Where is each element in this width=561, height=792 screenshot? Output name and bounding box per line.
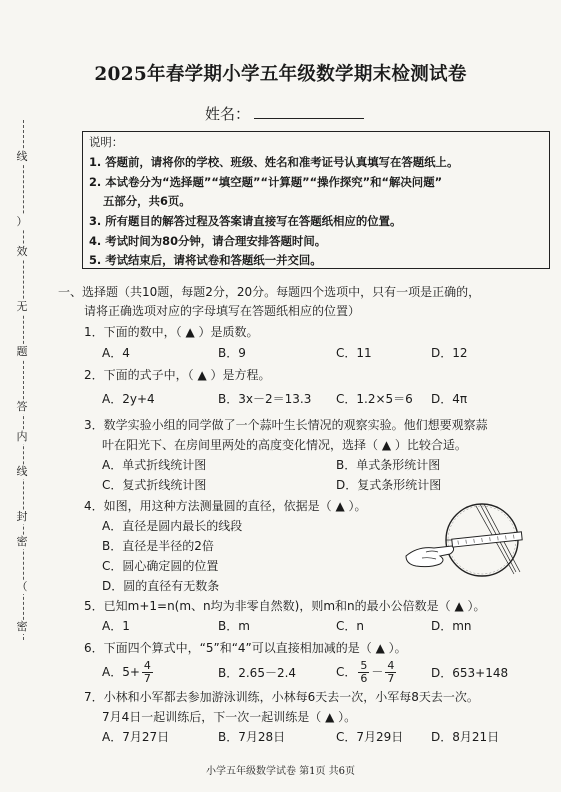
- fraction: $\frac{4}{7}$: [143, 659, 151, 685]
- binding-char: 密: [14, 620, 30, 634]
- q3-option-d: D．复式条形统计图: [336, 478, 442, 492]
- binding-char: 题: [14, 345, 30, 359]
- question-3: 3．数学实验小组的同学做了一个蒜叶生长情况的观察实验。他们想要观察蒜: [84, 418, 488, 432]
- question-6: 6．下面四个算式中，“5”和“4”可以直接相加减的是（ ▲ ）。: [84, 641, 407, 655]
- q4-option-a: A．直径是圆内最长的线段: [102, 519, 243, 533]
- q4-option-d: D．圆的直径有无数条: [102, 579, 220, 593]
- instruction-line: 2. 本试卷分为“选择题”“填空题”“计算题”“操作探究”和“解决问题”: [89, 175, 443, 189]
- instruction-line: 五部分，共6页。: [103, 194, 191, 208]
- binding-char: ）: [14, 215, 30, 229]
- name-blank: [254, 104, 364, 119]
- q1-option-b: B．9: [218, 346, 246, 360]
- q5-option-a: A．1: [102, 619, 130, 633]
- section-header-cont: 请将正确选项对应的字母填写在答题纸相应的位置）: [84, 304, 361, 318]
- q4-option-c: C．圆心确定圆的位置: [102, 559, 219, 573]
- instruction-line: 4. 考试时间为80分钟，请合理安排答题时间。: [89, 234, 327, 248]
- binding-char: 封: [14, 510, 30, 524]
- q2-option-d: D．4π: [431, 392, 468, 406]
- q5-option-d: D．mn: [431, 619, 472, 633]
- instruction-line: 3. 所有题目的解答过程及答案请直接写在答题纸相应的位置。: [89, 214, 402, 228]
- page-footer: 小学五年级数学试卷 第1页 共6页: [205, 766, 356, 777]
- q2-option-a: A．2y+4: [102, 392, 155, 406]
- fraction: $\frac{5}{6}$: [360, 659, 368, 685]
- question-7: 7．小林和小军都去参加游泳训练，小林每6天去一次，小军每8天去一次。: [84, 690, 479, 704]
- question-1: 1．下面的数中，（ ▲ ）是质数。: [84, 325, 259, 339]
- question-2: 2．下面的式子中，（ ▲ ）是方程。: [84, 368, 271, 382]
- page-title: 2025年春学期小学五年级数学期末检测试卷: [94, 64, 467, 85]
- section-header: 一、选择题（共10题，每题2分，20分。每题四个选项中，只有一项是正确的，: [58, 285, 481, 299]
- question-3-cont: 叶在阳光下、在房间里两处的高度变化情况，选择（ ▲ ）比较合适。: [102, 438, 467, 452]
- q2-option-b: B．3x－2＝13.3: [218, 392, 312, 406]
- q7-option-a: A．7月27日: [102, 730, 170, 744]
- q7-option-d: D．8月21日: [431, 730, 500, 744]
- q4-option-b: B．直径是半径的2倍: [102, 539, 214, 553]
- binding-char: 内: [14, 430, 30, 444]
- q6-option-a: [102, 660, 155, 685]
- binding-dashed-line: [23, 120, 24, 640]
- q3-option-c: C．复式折线统计图: [102, 478, 207, 492]
- q6-option-b: B．2.65－2.4: [218, 666, 297, 680]
- name-label: 姓名：: [205, 105, 251, 123]
- fraction: $\frac{4}{7}$: [387, 659, 395, 685]
- q6-a-prefix: A．5+: [102, 665, 140, 679]
- binding-char: 线: [14, 150, 30, 164]
- question-7-cont: 7月4日一起训练后，下一次一起训练是（ ▲ ）。: [102, 710, 357, 724]
- instructions-title: 说明：: [89, 135, 124, 149]
- binding-margin: [0, 0, 40, 792]
- binding-char: 效: [14, 245, 30, 259]
- q5-option-b: B．m: [218, 619, 250, 633]
- instruction-line: 1. 答题前，请将你的学校、班级、姓名和准考证号认真填写在答题纸上。: [89, 155, 459, 169]
- q1-option-d: D．12: [431, 346, 468, 360]
- q7-option-c: C．7月29日: [336, 730, 404, 744]
- q7-option-b: B．7月28日: [218, 730, 286, 744]
- binding-char: 密: [14, 535, 30, 549]
- q1-option-a: A．4: [102, 346, 130, 360]
- binding-char: 无: [14, 300, 30, 314]
- binding-char: （: [14, 580, 30, 594]
- name-row: [205, 103, 364, 124]
- q2-option-c: C．1.2×5＝6: [336, 392, 413, 406]
- q3-option-a: A．单式折线统计图: [102, 458, 207, 472]
- binding-char: 线: [14, 465, 30, 479]
- q6-option-d: D．653+148: [431, 666, 509, 680]
- instructions-box: [82, 131, 550, 269]
- binding-char: 答: [14, 400, 30, 414]
- q6-option-c: C． $\frac{5}{6}$ － $\frac{4}{7}$: [336, 659, 395, 685]
- q5-option-c: C．n: [336, 619, 364, 633]
- question-4: 4．如图，用这种方法测量圆的直径，依据是（ ▲ ）。: [84, 499, 367, 513]
- q1-option-c: C．11: [336, 346, 372, 360]
- instruction-line: 5. 考试结束后，请将试卷和答题纸一并交回。: [89, 253, 322, 267]
- circle-diameter-illustration: [400, 500, 530, 588]
- question-5: 5．已知m+1=n(m、n均为非零自然数)，则m和n的最小公倍数是（ ▲ ）。: [84, 599, 486, 613]
- q3-option-b: B．单式条形统计图: [336, 458, 441, 472]
